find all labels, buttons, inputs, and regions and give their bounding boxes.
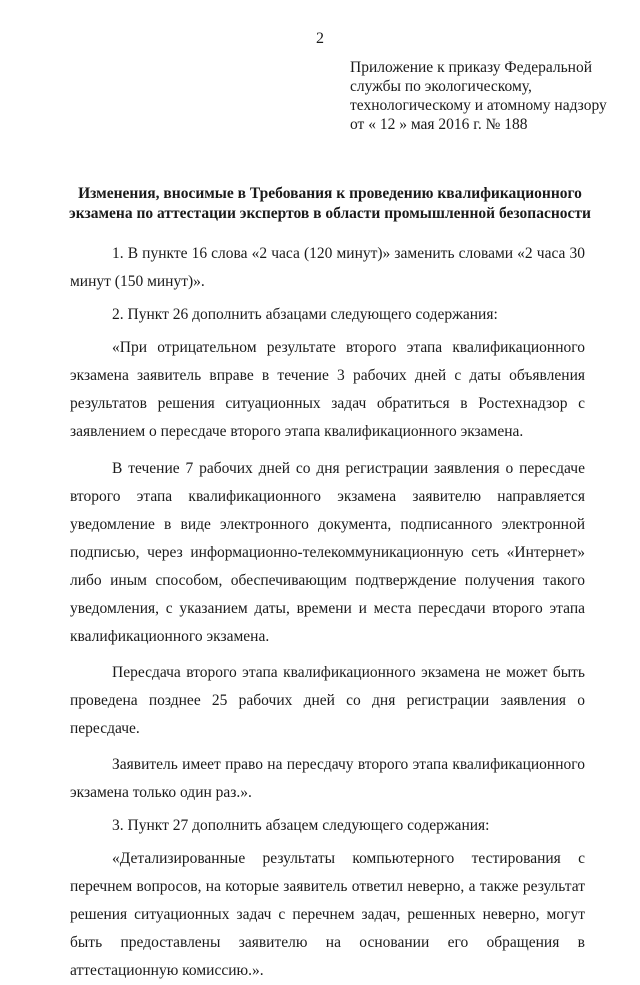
paragraph: В течение 7 рабочих дней со дня регистрации заявления о пересдаче второго этапа квалификационного экзамена заявителю направляется уведомление в виде электронного документа, подписанного электронной подписью, через информационно-телекоммуникационную сеть «Интернет» либо иным способом, обеспечивающим подтверждение получения такого уведомления, с указанием даты, времени и места пересдачи второго этапа квалификационного экзамена. bbox=[70, 460, 585, 645]
appendix-line: Приложение к приказу Федеральной bbox=[350, 59, 593, 76]
appendix-header bbox=[350, 58, 630, 134]
page-number: 2 bbox=[316, 30, 324, 47]
paragraph: «При отрицательном результате второго этапа квалификационного экзамена заявитель вправе в течение 3 рабочих дней с даты объявления результатов решения ситуационных задач обратиться в Ростехнадзор с заявлением о пересдаче второго этапа квалификационного экзамена. bbox=[70, 339, 585, 440]
paragraph: 2. Пункт 26 дополнить абзацами следующего содержания: bbox=[112, 306, 498, 323]
title-line: экзамена по аттестации экспертов в области промышленной безопасности bbox=[69, 205, 591, 222]
title-line: Изменения, вносимые в Требования к проведению квалификационного bbox=[78, 185, 582, 202]
paragraph: Заявитель имеет право на пересдачу второго этапа квалификационного экзамена только один раз.». bbox=[70, 756, 585, 801]
paragraph: 1. В пункте 16 слова «2 часа (120 минут)» заменить словами «2 часа 30 минут (150 минут)». bbox=[70, 245, 585, 290]
appendix-line: технологическому и атомному надзору bbox=[350, 97, 607, 114]
paragraph: «Детализированные результаты компьютерного тестирования с перечнем вопросов, на которые заявитель ответил неверно, а также результат решения ситуационных задач с перечнем задач, решенных неверно, могут быть предоставлены заявителю на основании его обращения в аттестационную комиссию.». bbox=[70, 850, 585, 979]
document-title bbox=[40, 184, 620, 224]
appendix-line: службы по экологическому, bbox=[350, 78, 532, 95]
appendix-line: от « 12 » мая 2016 г. № 188 bbox=[350, 116, 528, 133]
document-body bbox=[70, 240, 585, 985]
paragraph: Пересдача второго этапа квалификационного экзамена не может быть проведена позднее 25 рабочих дней со дня регистрации заявления о пересдаче. bbox=[70, 664, 585, 737]
paragraph: 3. Пункт 27 дополнить абзацем следующего содержания: bbox=[112, 817, 490, 834]
